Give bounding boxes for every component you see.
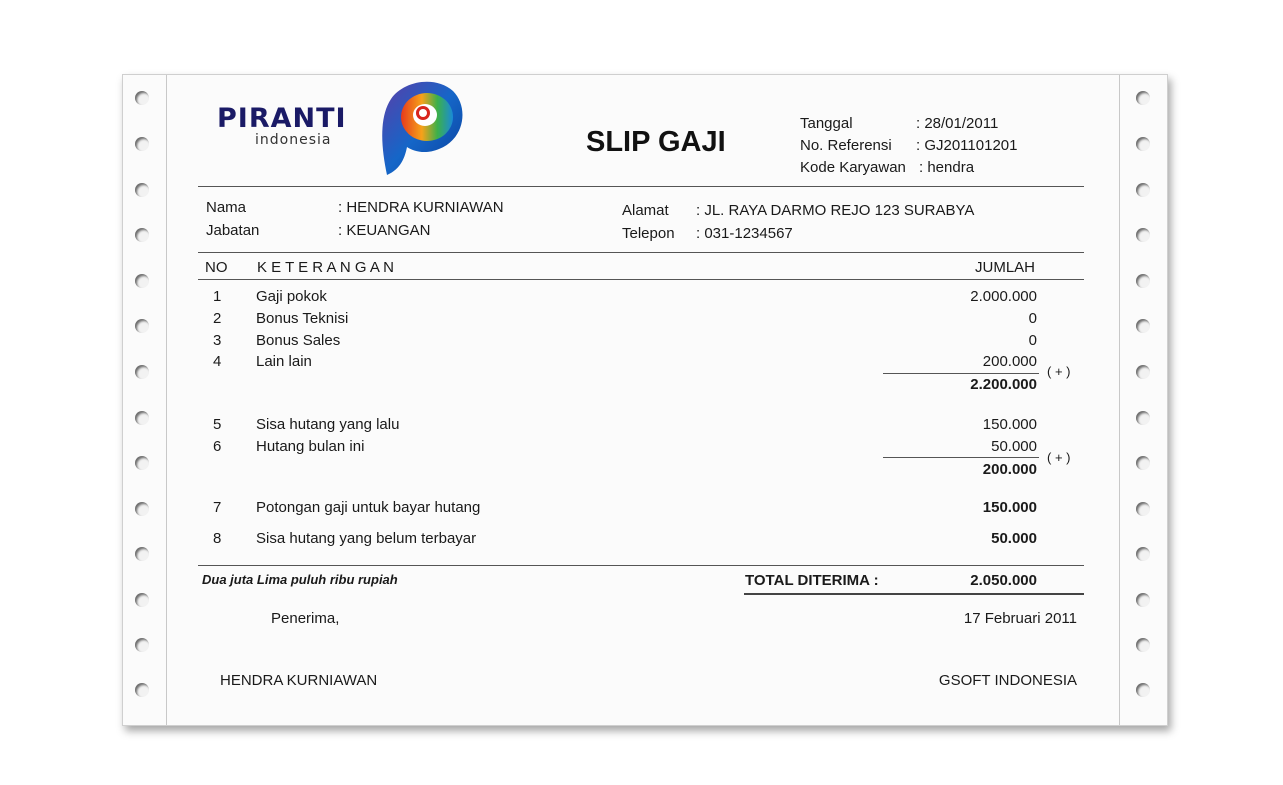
row-no: 3 xyxy=(213,332,222,349)
referensi-label: No. Referensi xyxy=(800,137,892,154)
income-plus-marker: ( + ) xyxy=(1047,364,1071,379)
deduction-no: 7 xyxy=(213,499,222,516)
feed-hole xyxy=(135,319,149,333)
deduction-amount: 150.000 xyxy=(982,499,1037,516)
feed-hole xyxy=(135,638,149,652)
divider-total-bottom xyxy=(744,593,1084,595)
date-signed: 17 Februari 2011 xyxy=(963,610,1077,627)
divider-header-top xyxy=(198,252,1084,253)
total-label: TOTAL DITERIMA : xyxy=(745,572,879,589)
feed-hole xyxy=(135,547,149,561)
row-amount: 0 xyxy=(1028,332,1037,349)
feed-hole xyxy=(135,274,149,288)
kode-value: : hendra xyxy=(919,159,975,176)
perforation-line-left xyxy=(166,75,167,725)
row-no: 1 xyxy=(213,288,222,305)
logo-p-icon xyxy=(373,77,467,181)
remaining-desc: Sisa hutang yang belum terbayar xyxy=(256,530,477,547)
row-amount: 50.000 xyxy=(991,438,1037,455)
feed-hole xyxy=(135,502,149,516)
income-sum-line xyxy=(883,373,1039,374)
remaining-no: 8 xyxy=(213,530,222,547)
signer-right: GSOFT INDONESIA xyxy=(938,672,1077,689)
feed-hole xyxy=(1136,593,1150,607)
row-no: 6 xyxy=(213,438,222,455)
kode-label: Kode Karyawan xyxy=(800,159,906,176)
row-desc: Sisa hutang yang lalu xyxy=(256,416,400,433)
perforation-line-right xyxy=(1119,75,1120,725)
feed-hole xyxy=(1136,228,1150,242)
row-desc: Bonus Sales xyxy=(256,332,341,349)
feed-hole xyxy=(135,683,149,697)
alamat-value: : JL. RAYA DARMO REJO 123 SURABYA xyxy=(696,202,975,219)
feed-hole xyxy=(1136,683,1150,697)
total-value: 2.050.000 xyxy=(970,572,1037,589)
telepon-value: : 031-1234567 xyxy=(696,225,793,242)
tanggal-value: : 28/01/2011 xyxy=(916,115,999,132)
income-total: 2.200.000 xyxy=(970,376,1037,393)
feed-hole xyxy=(135,91,149,105)
tanggal-label: Tanggal xyxy=(800,115,853,132)
row-no: 5 xyxy=(213,416,222,433)
nama-label: Nama xyxy=(206,199,247,216)
row-no: 4 xyxy=(213,353,222,370)
nama-value: : HENDRA KURNIAWAN xyxy=(338,199,504,216)
page-title: SLIP GAJI xyxy=(586,126,726,158)
feed-hole xyxy=(1136,638,1150,652)
debt-sum-line xyxy=(883,457,1039,458)
row-desc: Hutang bulan ini xyxy=(256,438,365,455)
divider-total-top xyxy=(198,565,1084,566)
telepon-label: Telepon xyxy=(622,225,675,242)
feed-hole xyxy=(135,411,149,425)
feed-hole xyxy=(135,365,149,379)
penerima-label: Penerima, xyxy=(271,610,340,627)
feed-hole xyxy=(1136,183,1150,197)
company-name: PIRANTI xyxy=(217,103,347,134)
company-logo xyxy=(217,103,347,148)
jabatan-label: Jabatan xyxy=(206,222,260,239)
referensi-value: : GJ201101201 xyxy=(916,137,1018,154)
feed-hole xyxy=(135,137,149,151)
row-amount: 150.000 xyxy=(982,416,1037,433)
feed-hole xyxy=(1136,274,1150,288)
feed-hole xyxy=(135,228,149,242)
col-jumlah-header: JUMLAH xyxy=(975,259,1036,276)
col-keterangan-header: K E T E R A N G A N xyxy=(257,259,395,276)
terbilang-text: Dua juta Lima puluh ribu rupiah xyxy=(202,572,398,587)
payslip-paper xyxy=(122,74,1168,726)
col-no-header: NO xyxy=(205,259,228,276)
company-subname: indonesia xyxy=(255,132,332,148)
feed-hole xyxy=(1136,456,1150,470)
debt-plus-marker: ( + ) xyxy=(1047,450,1071,465)
feed-hole xyxy=(135,456,149,470)
feed-hole xyxy=(1136,91,1150,105)
row-desc: Lain lain xyxy=(256,353,312,370)
signer-left: HENDRA KURNIAWAN xyxy=(220,672,378,689)
feed-hole xyxy=(1136,502,1150,516)
jabatan-value: : KEUANGAN xyxy=(338,222,431,239)
feed-hole xyxy=(1136,547,1150,561)
divider-header-bottom xyxy=(198,279,1084,280)
feed-hole xyxy=(1136,365,1150,379)
row-amount: 200.000 xyxy=(982,353,1037,370)
divider-top xyxy=(198,186,1084,187)
feed-hole xyxy=(1136,411,1150,425)
row-no: 2 xyxy=(213,310,222,327)
row-amount: 0 xyxy=(1028,310,1037,327)
feed-hole xyxy=(1136,319,1150,333)
deduction-desc: Potongan gaji untuk bayar hutang xyxy=(256,499,481,516)
debt-total: 200.000 xyxy=(982,461,1037,478)
alamat-label: Alamat xyxy=(622,202,669,219)
row-amount: 2.000.000 xyxy=(970,288,1037,305)
row-desc: Gaji pokok xyxy=(256,288,327,305)
remaining-amount: 50.000 xyxy=(991,530,1037,547)
feed-hole xyxy=(1136,137,1150,151)
feed-hole xyxy=(135,593,149,607)
feed-hole xyxy=(135,183,149,197)
row-desc: Bonus Teknisi xyxy=(256,310,349,327)
